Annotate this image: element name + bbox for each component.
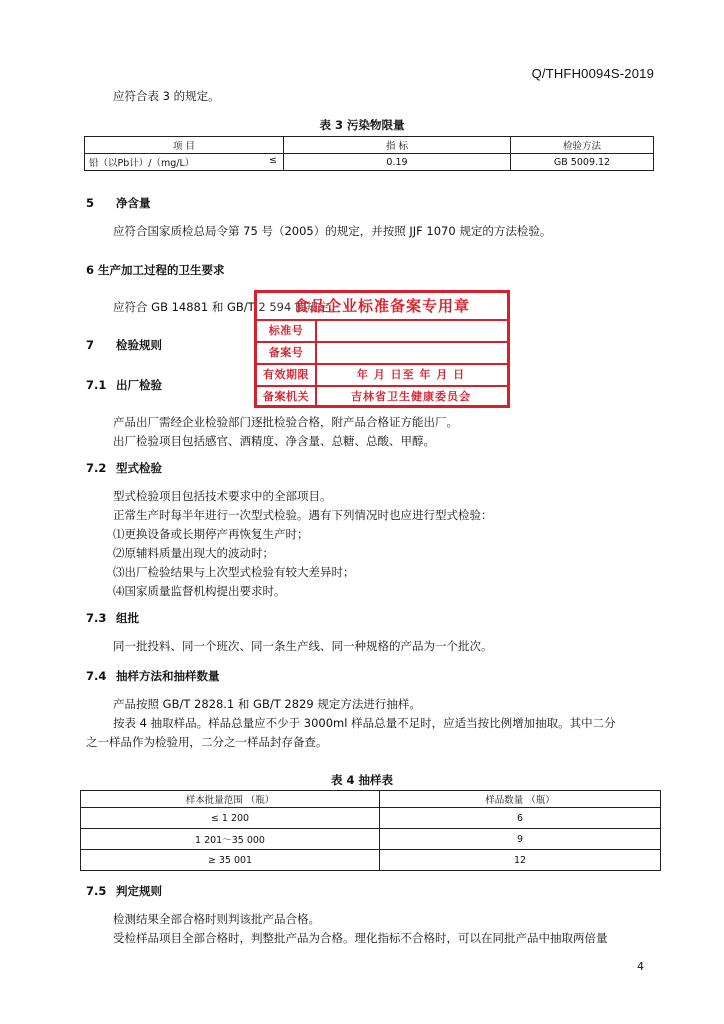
section-7-4-heading bbox=[86, 668, 220, 684]
stamp-row bbox=[257, 385, 507, 407]
stamp-label: 备案机关 bbox=[257, 387, 317, 407]
section-7-5-heading bbox=[86, 883, 162, 899]
section-7-4-line: 之一样品作为检验用，二分之一样品封存备查。 bbox=[86, 735, 328, 749]
section-7-1-title: 出厂检验 bbox=[116, 378, 162, 392]
table3-header-value: 指 标 bbox=[284, 137, 511, 154]
stamp-row bbox=[257, 341, 507, 363]
section-6-heading: 6 生产加工过程的卫生要求 bbox=[86, 263, 225, 277]
table-row bbox=[81, 850, 661, 871]
section-7-2-line: ⑷国家质量监督机构提出要求时。 bbox=[113, 584, 286, 598]
section-6-text: 应符合 GB 14881 和 GB/T 2 594 的规定。 bbox=[113, 300, 341, 314]
table3-cell-item bbox=[85, 154, 284, 171]
table-row bbox=[81, 829, 661, 850]
section-7-2-line: ⑴更换设备或长期停产再恢复生产时； bbox=[113, 527, 309, 541]
table3-cell-value: 0.19 bbox=[284, 154, 511, 171]
section-7-1-number: 7.1 bbox=[86, 378, 107, 392]
stamp-value bbox=[319, 321, 503, 341]
stamp-label: 有效期限 bbox=[257, 365, 317, 385]
section-7-2-line: ⑶出厂检验结果与上次型式检验有较大差异时； bbox=[113, 565, 355, 579]
table3-caption: 表 3 污染物限量 bbox=[319, 118, 405, 132]
page-number: 4 bbox=[637, 960, 644, 973]
table4 bbox=[80, 790, 661, 871]
document-id: Q/THFH0094S-2019 bbox=[531, 66, 654, 81]
section-7-5-number: 7.5 bbox=[86, 884, 107, 898]
table-row bbox=[81, 808, 661, 829]
section-5-heading bbox=[86, 195, 151, 211]
section-7-4-number: 7.4 bbox=[86, 669, 107, 683]
section-7-1-line: 产品出厂需经企业检验部门逐批检验合格，附产品合格证方能出厂。 bbox=[113, 415, 458, 429]
section-7-1-heading bbox=[86, 377, 162, 393]
section-7-4-line: 产品按照 GB/T 2828.1 和 GB/T 2829 规定方法进行抽样。 bbox=[113, 697, 421, 711]
section-7-4-line: 按表 4 抽取样品。样品总量应不少于 3000ml 样品总量不足时，应适当按比例增加抽取。其中二分 bbox=[113, 716, 616, 730]
section-7-2-heading bbox=[86, 460, 162, 476]
section-7-5-line: 受检样品项目全部合格时，判整批产品为合格。理化指标不合格时，可以在同批产品中抽取两倍量 bbox=[113, 931, 608, 945]
table-row bbox=[85, 154, 654, 171]
section-7-1-line: 出厂检验项目包括感官、酒精度、净含量、总糖、总酸、甲醇。 bbox=[113, 434, 435, 448]
section-7-2-number: 7.2 bbox=[86, 461, 107, 475]
section-7-3-heading bbox=[86, 610, 139, 626]
section-7-4-title: 抽样方法和抽样数量 bbox=[116, 669, 220, 683]
section-7-2-title: 型式检验 bbox=[116, 461, 162, 475]
section-7-2-line: ⑵原辅料质量出现大的波动时； bbox=[113, 546, 274, 560]
section-7-number: 7 bbox=[86, 338, 95, 352]
section-5-number: 5 bbox=[86, 196, 95, 210]
table4-cell-quantity: 9 bbox=[380, 829, 661, 850]
section-5-title: 净含量 bbox=[116, 196, 151, 210]
section-7-3-text: 同一批投料、同一个班次、同一条生产线、同一种规格的产品为一个批次。 bbox=[113, 639, 493, 653]
section-7-title: 检验规则 bbox=[116, 338, 162, 352]
section-7-5-line: 检测结果全部合格时则判该批产品合格。 bbox=[113, 912, 320, 926]
section-7-heading bbox=[86, 337, 162, 353]
stamp-header: 食品企业标准备案专用章 bbox=[293, 297, 470, 315]
table4-header-quantity: 样品数量 （瓶） bbox=[380, 791, 661, 808]
stamp-value: 吉林省卫生健康委员会 bbox=[351, 390, 471, 403]
stamp-value bbox=[319, 343, 503, 363]
stamp-value: 年 月 日至 年 月 日 bbox=[356, 368, 466, 381]
filing-stamp bbox=[254, 290, 510, 408]
table4-cell-quantity: 6 bbox=[380, 808, 661, 829]
table4-cell-range: ≥ 35 001 bbox=[81, 850, 380, 871]
section-7-5-title: 判定规则 bbox=[116, 884, 162, 898]
intro-text: 应符合表 3 的规定。 bbox=[113, 89, 220, 103]
stamp-row bbox=[257, 363, 507, 385]
section-7-2-line: 型式检验项目包括技术要求中的全部项目。 bbox=[113, 489, 332, 503]
table3-header-method: 检验方法 bbox=[511, 137, 654, 154]
section-7-2-line: 正常生产时每半年进行一次型式检验。遇有下列情况时也应进行型式检验： bbox=[113, 508, 493, 522]
table3-cell-method: GB 5009.12 bbox=[511, 154, 654, 171]
section-7-3-number: 7.3 bbox=[86, 611, 107, 625]
stamp-row bbox=[257, 319, 507, 341]
table4-caption: 表 4 抽样表 bbox=[330, 773, 393, 787]
stamp-label: 标准号 bbox=[257, 321, 317, 341]
table3-header-item: 项 目 bbox=[85, 137, 284, 154]
stamp-label: 备案号 bbox=[257, 343, 317, 363]
section-7-3-title: 组批 bbox=[116, 611, 139, 625]
table3-item-label: 铅（以Pb计）/（mg/L） bbox=[89, 158, 195, 169]
section-5-text: 应符合国家质检总局令第 75 号（2005）的规定，并按照 JJF 1070 规定的方法检验。 bbox=[113, 224, 552, 238]
table4-header-range: 样本批量范围 （瓶） bbox=[81, 791, 380, 808]
table4-cell-range: 1 201～35 000 bbox=[81, 829, 380, 850]
table4-cell-quantity: 12 bbox=[380, 850, 661, 871]
table3-item-operator: ≤ bbox=[269, 155, 277, 166]
table4-cell-range: ≤ 1 200 bbox=[81, 808, 380, 829]
table3 bbox=[84, 136, 654, 171]
